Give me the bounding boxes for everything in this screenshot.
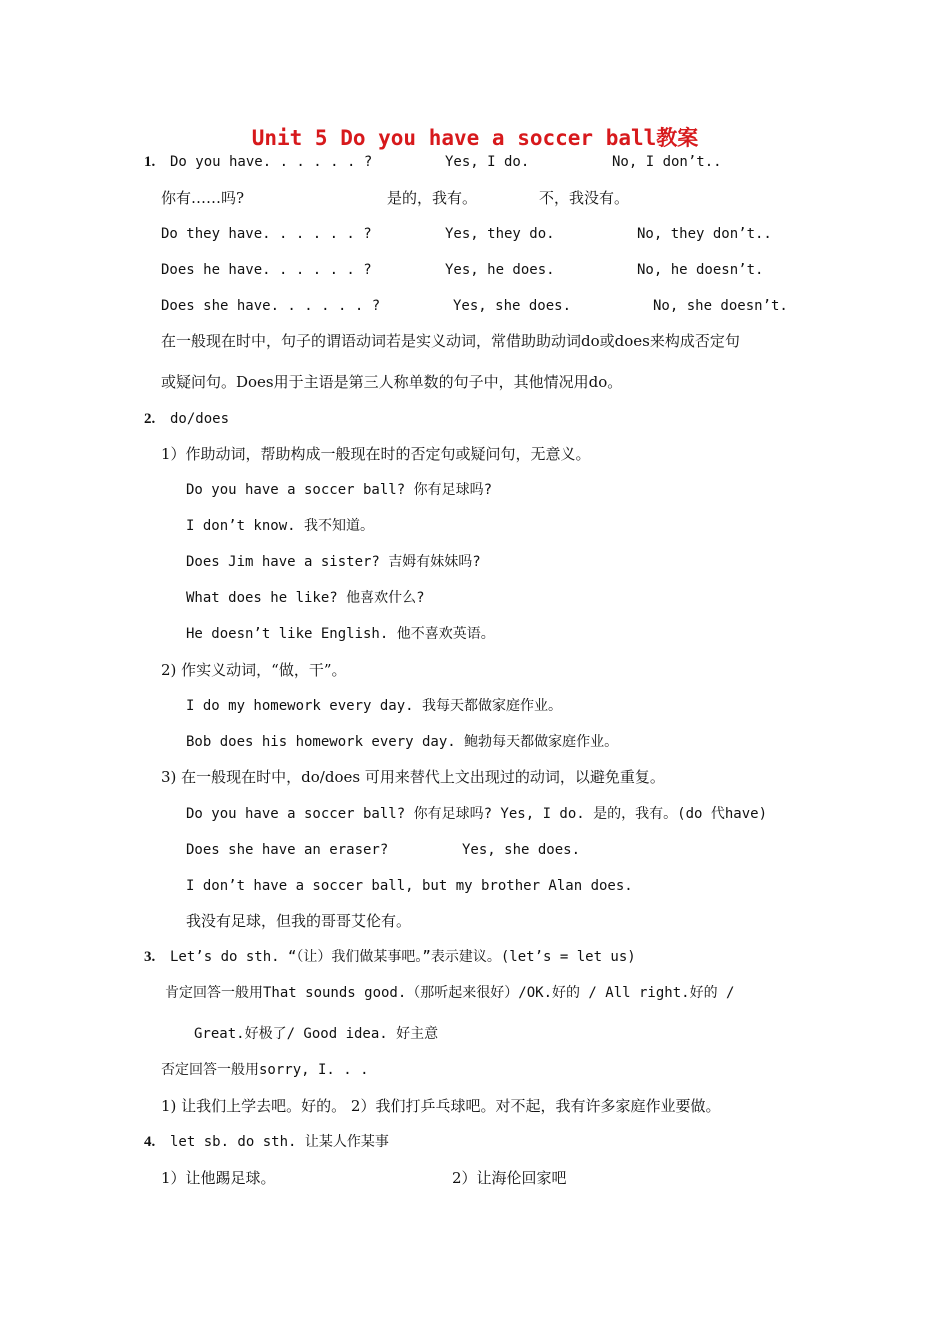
s1-row1-question: Do you have. . . . . . ?: [170, 154, 373, 170]
s2-point3-example2-question: Does she have an eraser?: [186, 842, 389, 858]
s2-point3-example3: I don’t have a soccer ball, but my brother Alan does.: [186, 878, 633, 894]
s4-exercise-2: 2）让海伦回家吧: [452, 1169, 567, 1187]
s1-row3-yes: Yes, they do.: [445, 226, 555, 242]
s1-row1-no: No, I don’t..: [612, 154, 722, 170]
s1-row5-no: No, she doesn’t.: [653, 298, 788, 314]
s1-row5-question: Does she have. . . . . . ?: [161, 298, 381, 314]
s1-row3-no: No, they don’t..: [637, 226, 772, 242]
s1-row2-no: 不，我没有。: [539, 189, 630, 207]
s2-point2-example2: Bob does his homework every day. 鲍勃每天都做家庭作业。: [186, 734, 619, 750]
s1-row1-yes: Yes, I do.: [445, 154, 530, 170]
s2-point1-example2: I don’t know. 我不知道。: [186, 518, 375, 534]
s1-row4-question: Does he have. . . . . . ?: [161, 262, 372, 278]
s2-point3-example3-translation: 我没有足球，但我的哥哥艾伦有。: [186, 912, 412, 930]
s2-point2: 2) 作实义动词，“做，干”。: [161, 661, 347, 679]
title-english: Unit 5 Do you have a soccer ball: [251, 126, 657, 150]
s4-exercise-1: 1）让他踢足球。: [161, 1169, 276, 1187]
s2-point3-example1: Do you have a soccer ball? 你有足球吗? Yes, I do. 是的，我有。(do 代have): [186, 806, 768, 822]
s3-affirmative-line2: Great.好极了/ Good idea. 好主意: [194, 1026, 439, 1042]
section-4-heading: let sb. do sth. 让某人作某事: [170, 1134, 389, 1150]
section-1-number: 1.: [144, 154, 156, 170]
page-title: [0, 124, 950, 152]
section-2-number: 2.: [144, 411, 156, 427]
s2-point1-example5: He doesn’t like English. 他不喜欢英语。: [186, 626, 495, 642]
s1-row5-yes: Yes, she does.: [453, 298, 572, 314]
s2-point1-example4: What does he like? 他喜欢什么?: [186, 590, 425, 606]
s1-row4-yes: Yes, he does.: [445, 262, 555, 278]
s1-row2-question: 你有……吗?: [161, 189, 245, 207]
s2-point1-example1: Do you have a soccer ball? 你有足球吗?: [186, 482, 493, 498]
s2-point1-example3: Does Jim have a sister? 吉姆有妹妹吗?: [186, 554, 481, 570]
title-chinese: 教案: [656, 126, 699, 150]
s3-affirmative-line1: 肯定回答一般用That sounds good.（那听起来很好）/OK.好的 / All right.好的 /: [165, 985, 735, 1001]
s1-row2-yes: 是的，我有。: [387, 189, 478, 207]
s2-point1: 1）作助动词，帮助构成一般现在时的否定句或疑问句，无意义。: [161, 445, 591, 463]
s1-explanation-line2: 或疑问句。Does用于主语是第三人称单数的句子中，其他情况用do。: [161, 373, 623, 391]
section-4-number: 4.: [144, 1134, 156, 1150]
s3-exercise-line: 1) 让我们上学去吧。好的。 2）我们打乒乓球吧。对不起，我有许多家庭作业要做。: [161, 1097, 721, 1115]
s2-point3: 3) 在一般现在时中，do/does 可用来替代上文出现过的动词，以避免重复。: [161, 768, 665, 786]
section-2-heading: do/does: [170, 411, 230, 427]
s2-point2-example1: I do my homework every day. 我每天都做家庭作业。: [186, 698, 563, 714]
s2-point3-example2-answer: Yes, she does.: [462, 842, 581, 858]
section-3-number: 3.: [144, 949, 156, 965]
s1-row4-no: No, he doesn’t.: [637, 262, 764, 278]
s1-explanation-line1: 在一般现在时中，句子的谓语动词若是实义动词，常借助助动词do或does来构成否定句: [161, 332, 740, 350]
section-3-heading: Let’s do sth. “（让）我们做某事吧。”表示建议。(let’s = let us): [170, 949, 636, 965]
s1-row3-question: Do they have. . . . . . ?: [161, 226, 372, 242]
s3-negative-line: 否定回答一般用sorry, I. . .: [161, 1062, 369, 1078]
